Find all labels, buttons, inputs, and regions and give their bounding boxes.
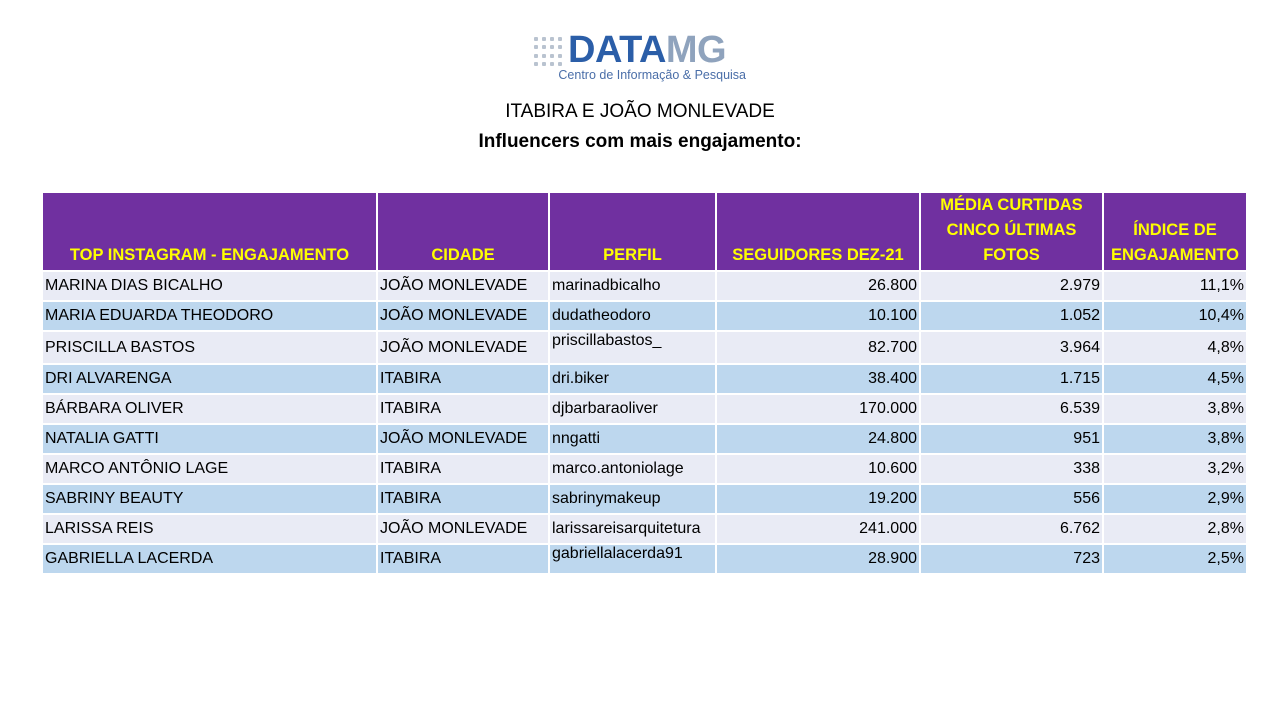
cell-name: SABRINY BEAUTY (43, 484, 377, 514)
cell-perfil: marinadbicalho (549, 271, 716, 301)
cell-seguidores: 170.000 (716, 394, 920, 424)
cell-name: GABRIELLA LACERDA (43, 544, 377, 573)
cell-perfil: dudatheodoro (549, 301, 716, 331)
cell-indice: 3,2% (1103, 454, 1246, 484)
cell-cidade: JOÃO MONLEVADE (377, 271, 549, 301)
cell-perfil: dri.biker (549, 364, 716, 394)
table-row (43, 394, 1246, 424)
cell-seguidores: 38.400 (716, 364, 920, 394)
cell-media-curtidas: 338 (920, 454, 1103, 484)
cell-cidade: ITABIRA (377, 454, 549, 484)
cell-cidade: ITABIRA (377, 484, 549, 514)
cell-perfil: larissareisarquitetura (549, 514, 716, 544)
table-row (43, 271, 1246, 301)
cell-media-curtidas: 2.979 (920, 271, 1103, 301)
cell-cidade: JOÃO MONLEVADE (377, 514, 549, 544)
table-row (43, 424, 1246, 454)
datamg-logo (534, 29, 764, 86)
cell-name: DRI ALVARENGA (43, 364, 377, 394)
cell-indice: 3,8% (1103, 424, 1246, 454)
table-row (43, 364, 1246, 394)
cell-perfil: gabriellalacerda91 (549, 544, 716, 573)
cell-indice: 11,1% (1103, 271, 1246, 301)
header-perfil: PERFIL (549, 193, 716, 271)
logo-subtitle: Centro de Informação & Pesquisa (558, 68, 746, 82)
table-row (43, 331, 1246, 364)
cell-name: PRISCILLA BASTOS (43, 331, 377, 364)
cell-perfil: priscillabastos_ (549, 331, 716, 364)
header-indice-engajamento: ÍNDICE DE ENGAJAMENTO (1103, 193, 1246, 271)
cell-seguidores: 241.000 (716, 514, 920, 544)
cell-seguidores: 28.900 (716, 544, 920, 573)
page-title: ITABIRA E JOÃO MONLEVADE (505, 101, 775, 122)
cell-media-curtidas: 723 (920, 544, 1103, 573)
table-header-row (43, 193, 1246, 271)
cell-media-curtidas: 1.715 (920, 364, 1103, 394)
cell-perfil: djbarbaraoliver (549, 394, 716, 424)
cell-perfil: nngatti (549, 424, 716, 454)
cell-media-curtidas: 3.964 (920, 331, 1103, 364)
cell-perfil: sabrinymakeup (549, 484, 716, 514)
cell-indice: 4,5% (1103, 364, 1246, 394)
cell-indice: 2,8% (1103, 514, 1246, 544)
cell-seguidores: 10.600 (716, 454, 920, 484)
cell-indice: 4,8% (1103, 331, 1246, 364)
cell-media-curtidas: 556 (920, 484, 1103, 514)
cell-seguidores: 24.800 (716, 424, 920, 454)
page-subtitle: Influencers com mais engajamento: (478, 131, 802, 152)
cell-media-curtidas: 1.052 (920, 301, 1103, 331)
cell-name: MARINA DIAS BICALHO (43, 271, 377, 301)
influencers-table (43, 193, 1246, 573)
logo-dots-icon (534, 37, 564, 67)
cell-media-curtidas: 6.762 (920, 514, 1103, 544)
cell-name: BÁRBARA OLIVER (43, 394, 377, 424)
header-seguidores: SEGUIDORES DEZ-21 (716, 193, 920, 271)
cell-cidade: ITABIRA (377, 364, 549, 394)
header-media-curtidas: MÉDIA CURTIDAS CINCO ÚLTIMAS FOTOS (920, 193, 1103, 271)
logo-wordmark (568, 30, 726, 70)
table-row (43, 484, 1246, 514)
cell-seguidores: 26.800 (716, 271, 920, 301)
cell-indice: 2,5% (1103, 544, 1246, 573)
cell-name: LARISSA REIS (43, 514, 377, 544)
cell-name: MARIA EDUARDA THEODORO (43, 301, 377, 331)
cell-seguidores: 82.700 (716, 331, 920, 364)
cell-indice: 2,9% (1103, 484, 1246, 514)
cell-cidade: JOÃO MONLEVADE (377, 331, 549, 364)
cell-cidade: JOÃO MONLEVADE (377, 424, 549, 454)
header-cidade: CIDADE (377, 193, 549, 271)
cell-media-curtidas: 951 (920, 424, 1103, 454)
cell-seguidores: 10.100 (716, 301, 920, 331)
cell-indice: 3,8% (1103, 394, 1246, 424)
header-top-instagram: TOP INSTAGRAM - ENGAJAMENTO (43, 193, 377, 271)
table-row (43, 454, 1246, 484)
cell-perfil: marco.antoniolage (549, 454, 716, 484)
cell-seguidores: 19.200 (716, 484, 920, 514)
cell-cidade: ITABIRA (377, 544, 549, 573)
cell-name: NATALIA GATTI (43, 424, 377, 454)
table-row (43, 544, 1246, 573)
cell-cidade: ITABIRA (377, 394, 549, 424)
cell-media-curtidas: 6.539 (920, 394, 1103, 424)
logo-brand-secondary: MG (665, 29, 727, 71)
table-row (43, 514, 1246, 544)
cell-indice: 10,4% (1103, 301, 1246, 331)
cell-cidade: JOÃO MONLEVADE (377, 301, 549, 331)
cell-name: MARCO ANTÔNIO LAGE (43, 454, 377, 484)
logo-brand-primary: DATA (568, 29, 666, 71)
table-row (43, 301, 1246, 331)
